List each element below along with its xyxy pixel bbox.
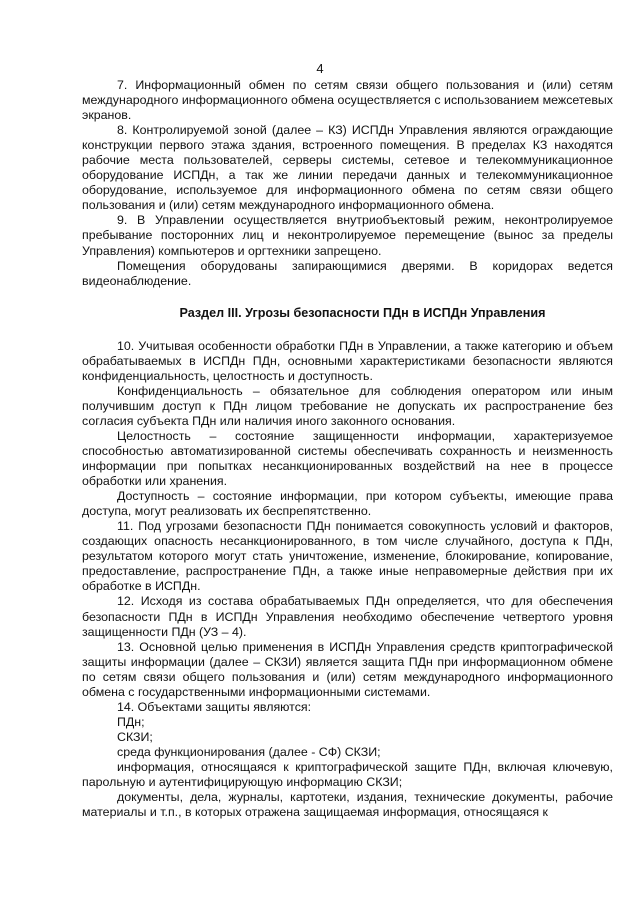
paragraph-availability: Доступность – состояние информации, при котором субъекты, имеющие права доступа, могут реализовать их беспрепятственно. — [82, 489, 613, 519]
list-item-environment: среда функционирования (далее - СФ) СКЗИ; — [117, 744, 381, 759]
section-heading: Раздел III. Угрозы безопасности ПДн в ИСПДн Управления — [179, 305, 546, 320]
paragraph-9: 9. В Управлении осуществляется внутриобъектовый режим, неконтролируемое пребывание посторонних лиц и неконтролируемое перемещение (вынос за пределы Управления) компьютеров и оргтехники запрещено. — [82, 213, 613, 258]
paragraph-8: 8. Контролируемой зоной (далее – КЗ) ИСПДн Управления являются ограждающие конструкции первого этажа здания, встроенного помещения. В пределах КЗ находятся рабочие места пользователей, серверы системы, сетевое и телекоммуникационное оборудование ИСПДн, а так же линии передачи данных и телекоммуникационное оборудование, используемое для информационного обмена по сетям связи общего пользования и (или) сетям международного информационного обмена. — [82, 123, 613, 213]
paragraph-confidentiality: Конфиденциальность – обязательное для соблюдения оператором или иным получившим доступ к ПДн лицом требование не допускать их распространение без согласия субъекта ПДн или наличия иного законного основания. — [82, 383, 613, 428]
paragraph-10: 10. Учитывая особенности обработки ПДн в Управлении, а также категорию и объем обрабатываемых в ИСПДн ПДн, основными характеристиками безопасности являются конфиденциальность, целостность и доступность. — [82, 338, 613, 383]
paragraph-13: 13. Основной целью применения в ИСПДн Управления средств криптографической защиты информации (далее – СКЗИ) является защита ПДн при информационном обмене по сетям связи общего пользования и (или) сетям международного информационного обмена с государственными информационными системами. — [82, 639, 613, 699]
paragraph-integrity: Целостность – состояние защищенности информации, характеризуемое способностью автоматизированной системы обеспечивать сохранность и неизменность информации при попытках несанкционированных воздействий на нее в процессе обработки или хранения. — [82, 428, 613, 489]
list-item-skzi: СКЗИ; — [117, 729, 153, 744]
list-item-pdn: ПДн; — [117, 714, 145, 729]
paragraph-11: 11. Под угрозами безопасности ПДн понимается совокупность условий и факторов, создающих опасность несанкционированного, в том числе случайного, доступа к ПДн, результатом которого могут стать уничтожение, изменение, блокирование, копирование, предоставление, распространение ПДн, а также иные неправомерные действия при их обработке в ИСПДн. — [82, 519, 613, 594]
list-item-crypto-info: информация, относящаяся к криптографической защите ПДн, включая ключевую, парольную и аутентифицирующую информацию СКЗИ; — [82, 759, 613, 790]
paragraph-premises: Помещения оборудованы запирающимися дверями. В коридорах ведется видеонаблюдение. — [82, 258, 613, 288]
paragraph-14: 14. Объектами защиты являются: — [117, 699, 312, 714]
list-item-documents: документы, дела, журналы, картотеки, издания, технические документы, рабочие материалы и т.п., в которых отражена защищаемая информация, относящаяся к — [82, 790, 613, 820]
page-number: 4 — [316, 61, 324, 76]
document-body — [82, 78, 613, 820]
paragraph-12: 12. Исходя из состава обрабатываемых ПДн определяется, что для обеспечения безопасности ПДн в ИСПДн Управления необходимо обеспечение четвертого уровня защищенности ПДн (УЗ – 4). — [82, 594, 613, 639]
paragraph-7: 7. Информационный обмен по сетям связи общего пользования и (или) сетям международного информационного обмена осуществляется с использованием межсетевых экранов. — [82, 78, 613, 123]
